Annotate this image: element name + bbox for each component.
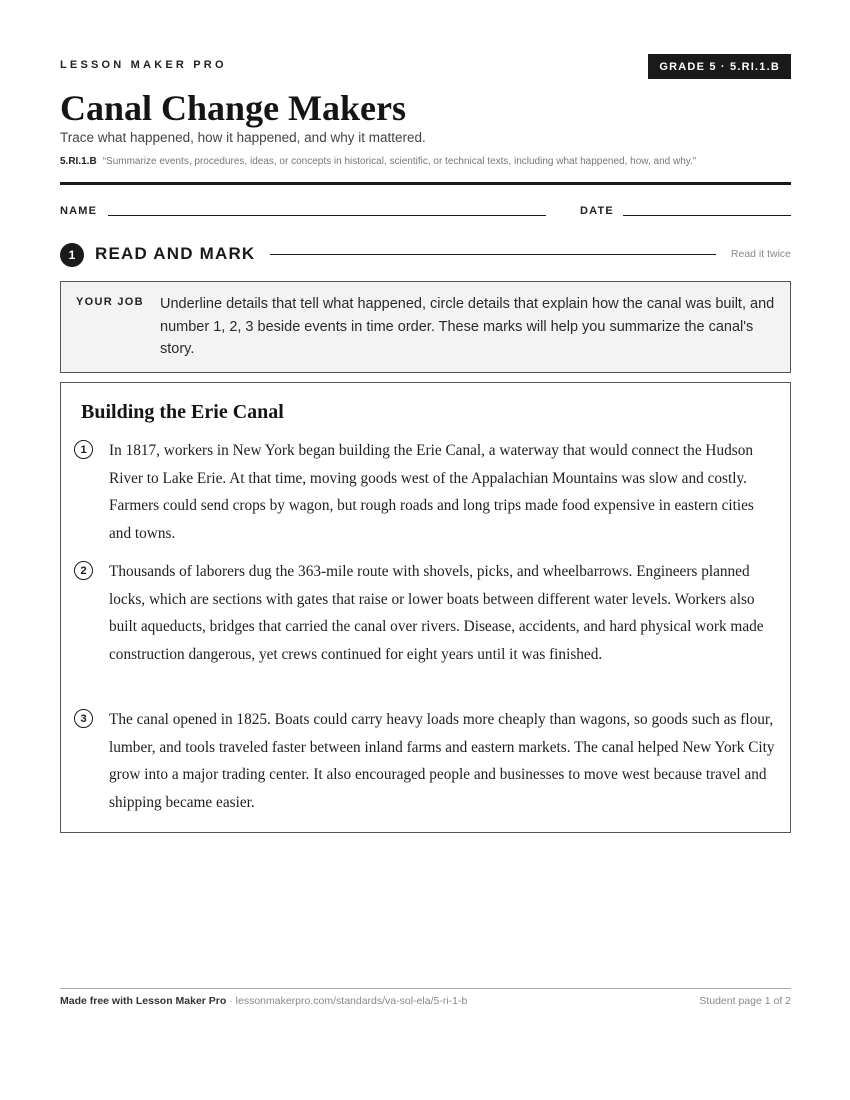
header-divider — [60, 182, 791, 185]
grade-badge: GRADE 5 · 5.RI.1.B — [648, 54, 791, 79]
paragraph-text: The canal opened in 1825. Boats could carry heavy loads more cheaply than wagons, so goods such as flour, lumber, and tools traveled faster between inland farms and eastern markets. The canal helped New York City grow into a major trading center. It also encouraged people and businesses to move west because travel and shipping became easier. — [109, 711, 775, 811]
name-field[interactable] — [108, 215, 546, 216]
brand-name: LESSON MAKER PRO — [60, 59, 227, 71]
footer-brand: Made free with Lesson Maker Pro — [60, 995, 227, 1007]
step-number-badge: 1 — [60, 243, 84, 267]
reading-passage — [60, 382, 791, 833]
paragraph-text: Thousands of laborers dug the 363-mile route with shovels, picks, and wheelbarrows. Engineers planned locks, which are sections with gates that raise or lower boats between different water levels. Workers also built aqueducts, bridges that carried the canal over rivers. Disease, accidents, and hard physical work made construction dangerous, yet crews continued for eight years until it was finished. — [109, 563, 764, 663]
your-job-box — [60, 281, 791, 373]
section-read-and-mark — [60, 243, 791, 267]
paragraph-number-badge: 3 — [74, 709, 93, 728]
footer-separator: · — [226, 995, 236, 1007]
section-note: Read it twice — [730, 248, 791, 260]
footer-divider — [60, 988, 791, 989]
paragraph-number-badge: 1 — [74, 440, 93, 459]
name-label: NAME — [60, 205, 98, 217]
page-indicator: Student page 1 of 2 — [699, 995, 791, 1007]
standard-text: “Summarize events, procedures, ideas, or concepts in historical, scientific, or technical texts, including what happened, how, and why.” — [102, 156, 697, 167]
paragraph-text: In 1817, workers in New York began building the Erie Canal, a waterway that would connect the Hudson River to Lake Erie. At that time, moving goods west of the Appalachian Mountains was slow and costly. Farmers could send crops by wagon, but rough roads and long trips made food expensive in eastern cities and towns. — [109, 442, 754, 542]
footer-url[interactable]: lessonmakerpro.com/standards/va-sol-ela/5-ri-1-b — [235, 995, 468, 1007]
standard-line — [60, 156, 791, 167]
your-job-text: Underline details that tell what happened, circle details that explain how the canal was built, and number 1, 2, 3 beside events in time order. These marks will help you summarize the canal's story. — [160, 296, 775, 357]
section-title: READ AND MARK — [95, 244, 256, 263]
standard-code: 5.RI.1.B — [60, 156, 97, 167]
your-job-label: YOUR JOB — [76, 296, 144, 308]
worksheet-page — [60, 0, 791, 1100]
passage-title: Building the Erie Canal — [81, 401, 284, 423]
date-field[interactable] — [623, 215, 791, 216]
footer-credit — [60, 995, 467, 1007]
paragraph-number-badge: 2 — [74, 561, 93, 580]
worksheet-title: Canal Change Makers — [60, 88, 407, 128]
worksheet-subtitle: Trace what happened, how it happened, and why it mattered. — [60, 130, 426, 145]
section-rule — [270, 254, 716, 255]
date-label: DATE — [580, 205, 614, 217]
